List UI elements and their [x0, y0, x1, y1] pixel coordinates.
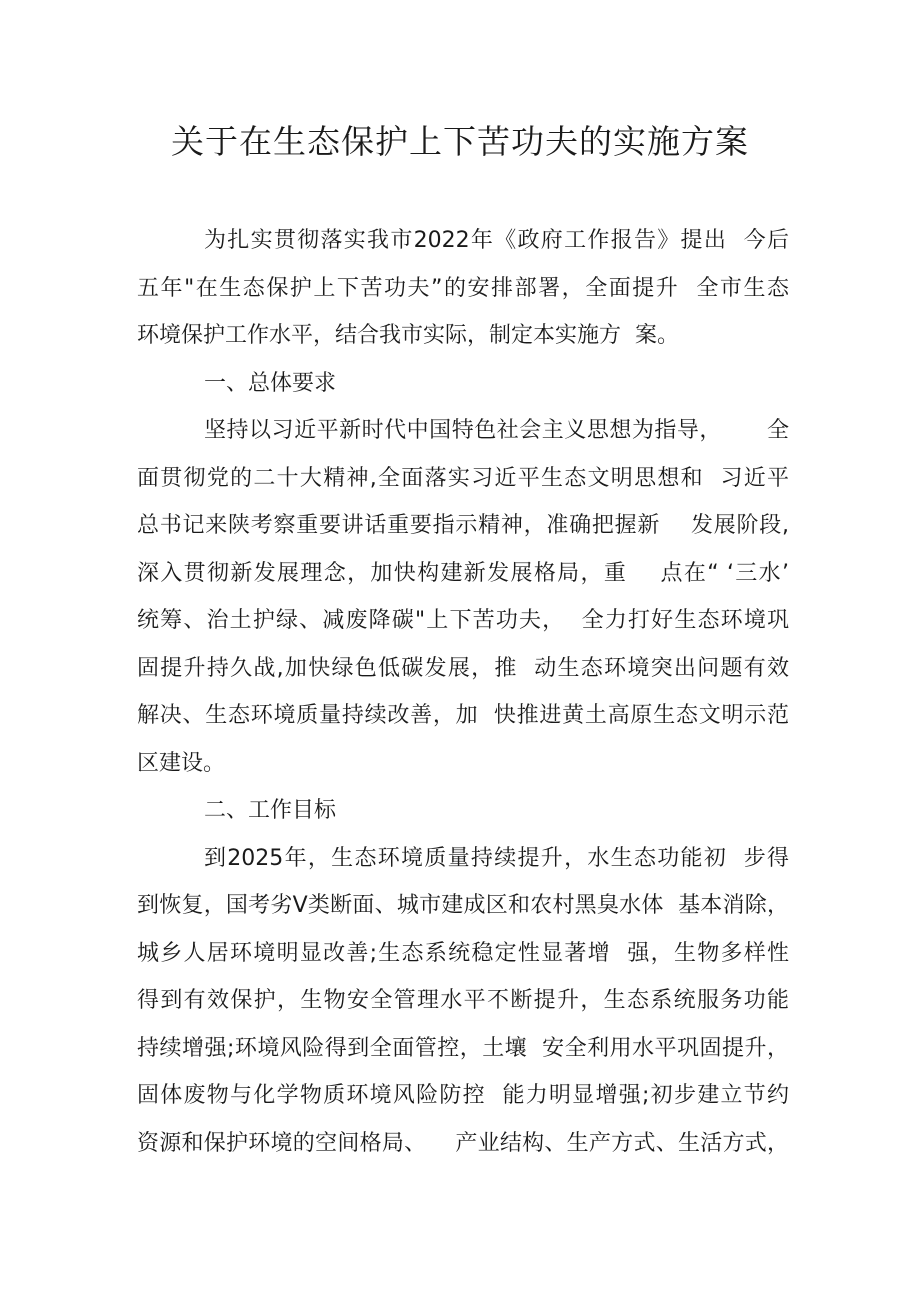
paragraph-line: 资源和保护环境的空间格局、 产业结构、生产方式、生活方式，	[137, 1130, 789, 1156]
paragraph-line: 五年"在生态保护上下苦功夫”的安排部署，全面提升 全市生态	[137, 275, 789, 301]
section-heading: 二、工作目标	[204, 798, 337, 823]
document-body	[137, 219, 789, 1169]
document-title: 关于在生态保护上下苦功夫的实施方案	[171, 122, 749, 161]
paragraph-line: 面贯彻党的二十大精神,全面落实习近平生态文明思想和 习近平	[137, 465, 789, 491]
paragraph-line: 持续增强;环境风险得到全面管控，土壤 安全利用水平巩固提升，	[137, 1035, 789, 1061]
paragraph-line: 为扎实贯彻落实我市2022年《政府工作报告》提出 今后	[204, 228, 789, 253]
paragraph-line: 得到有效保护，生物安全管理水平不断提升，生态系统服务功能	[137, 988, 789, 1013]
paragraph-line: 固体废物与化学物质环境风险防控 能力明显增强;初步建立节约	[137, 1083, 789, 1108]
paragraph-line: 到2025年，生态环境质量持续提升，水生态功能初 步得	[204, 845, 789, 871]
paragraph-line: 城乡人居环境明显改善;生态系统稳定性显著增 强，生物多样性	[137, 940, 789, 966]
paragraph-line: 总书记来陕考察重要讲话重要指示精神，准确把握新 发展阶段,	[137, 513, 789, 538]
section-heading: 一、总体要求	[204, 370, 337, 396]
paragraph-line: 坚持以习近平新时代中国特色社会主义思想为指导， 全	[204, 418, 789, 443]
paragraph-line: 环境保护工作水平，结合我市实际，制定本实施方 案。	[137, 323, 679, 348]
paragraph-line: 到恢复，国考劣V类断面、城市建成区和农村黑臭水体 基本消除，	[137, 893, 789, 918]
paragraph-line: 固提升持久战,加快绿色低碳发展，推 动生态环境突出问题有效	[137, 655, 789, 681]
paragraph-line: 深入贯彻新发展理念，加快构建新发展格局，重 点在“ ‘三水’	[137, 560, 789, 586]
paragraph-line: 区建设。	[137, 750, 226, 776]
paragraph-line: 解决、生态环境质量持续改善，加 快推进黄土高原生态文明示范	[137, 703, 789, 728]
paragraph-line: 统筹、治土护绿、减废降碳"上下苦功夫， 全力打好生态环境巩	[137, 608, 789, 633]
